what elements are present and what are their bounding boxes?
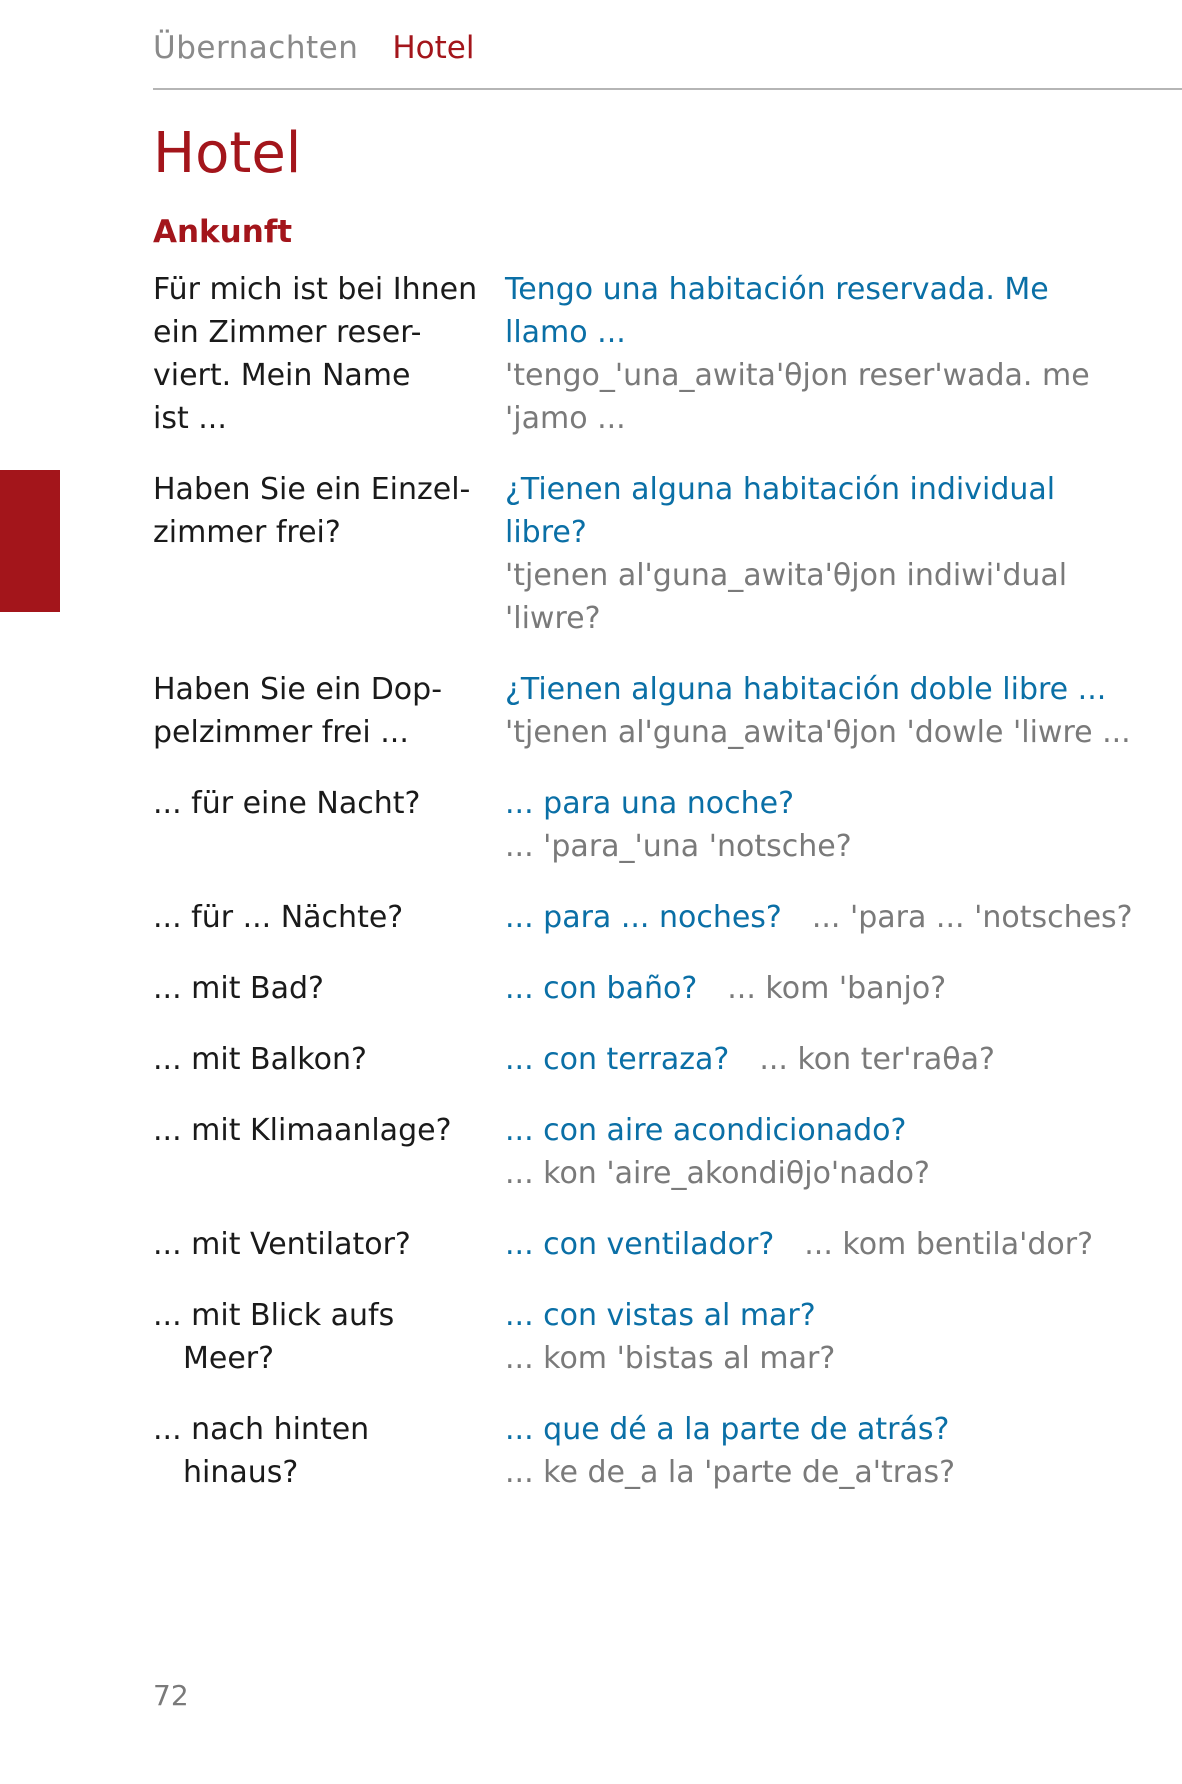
pronunciation-line: 'tjenen al'guna_awita'θjon indiwi'dual [505, 558, 1068, 593]
spanish-line: ¿Tienen alguna habitación individual [505, 472, 1056, 507]
phrase-entry [153, 1109, 1153, 1195]
german-line: viert. Mein Name [153, 358, 411, 393]
phrase-entry [153, 896, 1153, 939]
german-phrase [153, 1294, 505, 1380]
phrase-list [153, 268, 1153, 1494]
german-phrase [153, 1408, 505, 1494]
spanish-line: ... con aire acondicionado? [505, 1113, 907, 1148]
spanish-column [505, 782, 1153, 868]
german-phrase [153, 1109, 505, 1152]
header-current: Hotel [392, 30, 475, 66]
spanish-line: ... con vistas al mar? [505, 1298, 816, 1333]
pronunciation-line: ... ke de_a la 'parte de_a'tras? [505, 1455, 956, 1490]
german-line: Haben Sie ein Dop- [153, 672, 443, 707]
phrase-entry [153, 967, 1153, 1010]
spanish-line: ¿Tienen alguna habitación doble libre ... [505, 672, 1107, 707]
spanish-line: ... con baño? [505, 971, 698, 1006]
header-divider [153, 88, 1182, 90]
german-line: ist ... [153, 401, 227, 436]
german-line: ... mit Balkon? [153, 1042, 367, 1077]
german-line: hinaus? [183, 1455, 299, 1490]
phrase-entry [153, 268, 1153, 440]
phrase-entry [153, 782, 1153, 868]
pronunciation-line: ... kon 'aire_akondiθjo'nado? [505, 1156, 930, 1191]
spanish-column [505, 468, 1153, 640]
german-line: ... mit Klimaanlage? [153, 1113, 452, 1148]
pronunciation-line: ... kom 'bistas al mar? [505, 1341, 836, 1376]
spanish-column [505, 1294, 1153, 1380]
spanish-line: ... con ventilador? [505, 1227, 775, 1262]
phrase-entry [153, 1038, 1153, 1081]
german-line: ... für eine Nacht? [153, 786, 421, 821]
running-header [153, 26, 474, 70]
german-line: Haben Sie ein Einzel- [153, 472, 471, 507]
german-line: ... mit Blick aufs [153, 1298, 395, 1333]
german-line: pelzimmer frei ... [153, 715, 409, 750]
german-phrase [153, 967, 505, 1010]
phrase-entry [153, 1223, 1153, 1266]
spanish-column [505, 268, 1153, 440]
pronunciation-line: ... kom bentila'dor? [804, 1227, 1094, 1262]
pronunciation-line: ... 'para ... 'notsches? [811, 900, 1133, 935]
pronunciation-line: 'tjenen al'guna_awita'θjon 'dowle 'liwre ... [505, 715, 1131, 750]
pronunciation-line: 'tengo_'una_awita'θjon reser'wada. me [505, 358, 1090, 393]
german-phrase [153, 1038, 505, 1081]
page-number: 72 [153, 1679, 189, 1712]
german-line: ... mit Ventilator? [153, 1227, 411, 1262]
german-line: ... mit Bad? [153, 971, 324, 1006]
phrase-entry [153, 468, 1153, 640]
pronunciation-line: ... kon ter'raθa? [759, 1042, 995, 1077]
spanish-column [505, 896, 1153, 939]
phrase-entry [153, 1408, 1153, 1494]
german-line: ... nach hinten [153, 1412, 370, 1447]
spanish-column [505, 967, 1153, 1010]
spanish-column [505, 668, 1153, 754]
pronunciation-line: ... kom 'banjo? [727, 971, 947, 1006]
spanish-line: ... con terraza? [505, 1042, 730, 1077]
phrase-entry [153, 668, 1153, 754]
spanish-line: ... para una noche? [505, 786, 795, 821]
german-phrase [153, 268, 505, 440]
section-title: Ankunft [153, 214, 293, 250]
spanish-column [505, 1109, 1153, 1195]
spanish-column [505, 1408, 1153, 1494]
german-phrase [153, 1223, 505, 1266]
german-phrase [153, 468, 505, 554]
german-line: ein Zimmer reser- [153, 315, 422, 350]
german-line: Meer? [183, 1341, 275, 1376]
spanish-column [505, 1038, 1153, 1081]
pronunciation-line: 'liwre? [505, 601, 601, 636]
german-phrase [153, 668, 505, 754]
german-line: zimmer frei? [153, 515, 341, 550]
spanish-column [505, 1223, 1153, 1266]
german-phrase [153, 896, 505, 939]
page-title: Hotel [153, 121, 302, 186]
spanish-line: Tengo una habitación reservada. Me [505, 272, 1049, 307]
german-line: ... für ... Nächte? [153, 900, 404, 935]
spanish-line: libre? [505, 515, 587, 550]
spanish-line: ... para ... noches? [505, 900, 782, 935]
spanish-line: ... que dé a la parte de atrás? [505, 1412, 950, 1447]
german-line: Für mich ist bei Ihnen [153, 272, 478, 307]
pronunciation-line: 'jamo ... [505, 401, 626, 436]
chapter-thumb-tab [0, 470, 60, 612]
german-phrase [153, 782, 505, 825]
spanish-line: llamo ... [505, 315, 626, 350]
header-section: Übernachten [153, 30, 359, 66]
pronunciation-line: ... 'para_'una 'notsche? [505, 829, 852, 864]
phrase-entry [153, 1294, 1153, 1380]
